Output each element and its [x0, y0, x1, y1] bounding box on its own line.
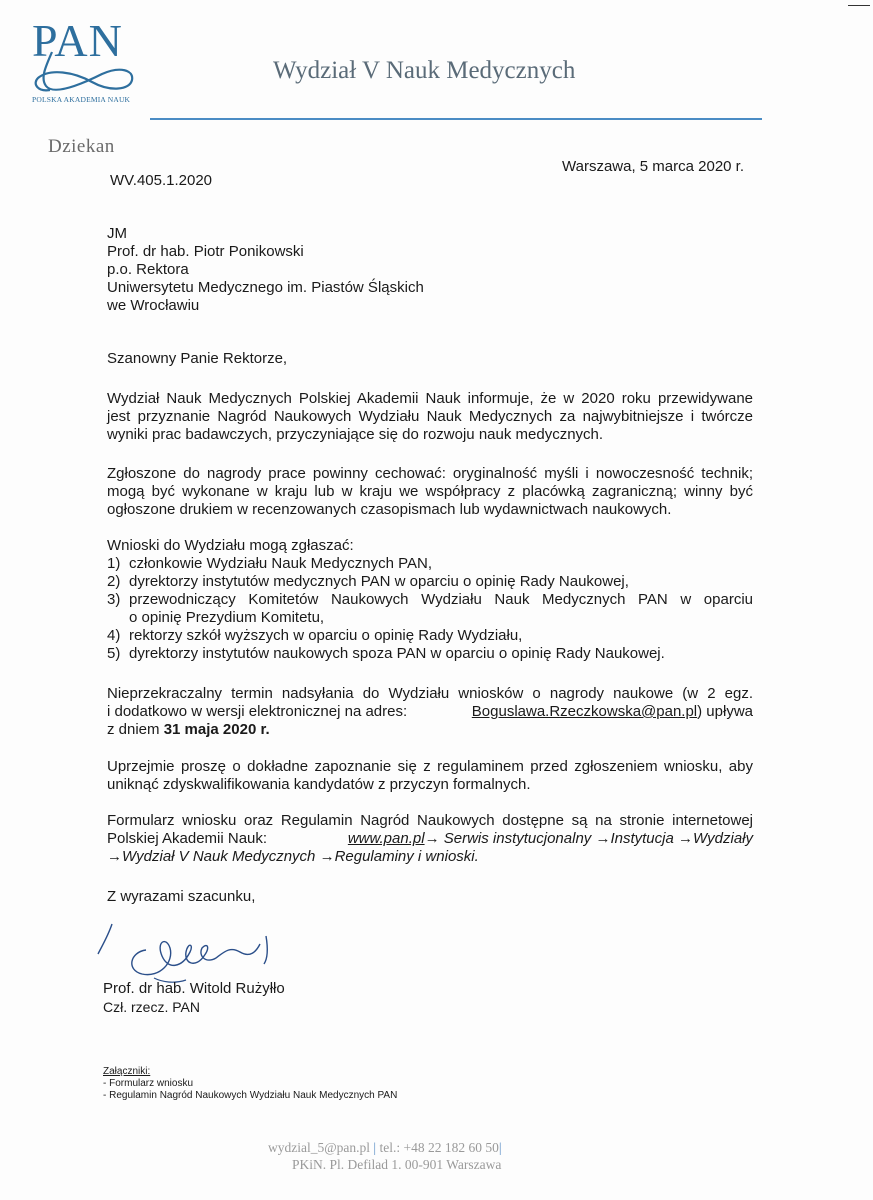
letter-date: Warszawa, 5 marca 2020 r.	[562, 158, 745, 175]
list-intro: Wnioski do Wydziału mogą zgłaszać:	[107, 537, 354, 554]
email-link[interactable]: Boguslawa.Rzeczkowska@pan.pl	[471, 703, 698, 720]
paragraph-forms	[107, 812, 753, 866]
paragraph-deadline	[107, 685, 753, 739]
paragraph-line: i dodatkowo w wersji elektronicznej na adres: Boguslawa.Rzeczkowska@pan.pl) upływa	[107, 703, 753, 720]
deadline-date: 31 maja 2020 r.	[163, 721, 270, 738]
paragraph-regulations	[107, 758, 753, 794]
paragraph-line: mogą być wykonane w kraju lub w kraju we współpracy z placówką zagraniczną; winny być	[107, 483, 753, 500]
paragraph-line: Formularz wniosku oraz Regulamin Nagród Naukowych dostępne są na stronie internetowej	[107, 812, 753, 829]
paragraph-line: wyniki prac badawczych, przyczyniające się do rozwoju nauk medycznych.	[107, 426, 604, 443]
greeting: Szanowny Panie Rektorze,	[107, 350, 288, 367]
paragraph-line: Wydział Nauk Medycznych Polskiej Akademii Nauk informuje, że w 2020 roku przewidywane	[107, 390, 753, 407]
website-link[interactable]: www.pan.pl	[347, 830, 425, 847]
pan-logo-text: PAN	[32, 15, 123, 66]
paragraph-line: Zgłoszone do nagrody prace powinny cechować: oryginalność myśli i nowoczesność technik;	[107, 465, 753, 482]
dean-label: Dziekan	[48, 136, 115, 157]
paragraph-line: →Wydział V Nauk Medycznych →Regulaminy i wnioski.	[107, 848, 479, 865]
list-item: 2) dyrektorzy instytutów medycznych PAN w oparciu o opinię Rady Naukowej,	[107, 573, 629, 590]
footer-contact	[268, 1139, 502, 1156]
recipient-line: Uniwersytetu Medycznego im. Piastów Śląskich	[107, 279, 424, 296]
recipient-block	[107, 225, 424, 315]
attachment-item: - Regulamin Nagród Naukowych Wydziału Nauk Medycznych PAN	[103, 1090, 398, 1101]
paragraph-line: Nieprzekraczalny termin nadsyłania do Wydziału wniosków o nagrody naukowe (w 2 egz.	[107, 685, 753, 702]
closing: Z wyrazami szacunku,	[107, 888, 256, 905]
paragraph-criteria	[107, 465, 753, 519]
footer-address: PKiN. Pl. Defilad 1. 00-901 Warszawa	[292, 1157, 502, 1172]
header-rule	[150, 118, 762, 120]
department-title: Wydział V Nauk Medycznych	[273, 57, 576, 84]
paragraph-line: ogłoszone drukiem w recenzowanych czasopismach lub wydawnictwach naukowych.	[107, 501, 672, 518]
list-item: 4) rektorzy szkół wyższych w oparciu o opinię Rady Wydziału,	[107, 627, 523, 644]
paragraph-announcement	[107, 390, 753, 444]
recipient-line: we Wrocławiu	[107, 297, 200, 314]
recipient-line: p.o. Rektora	[107, 261, 189, 278]
paragraph-line: uniknąć zdyskwalifikowania kandydatów z przyczyn formalnych.	[107, 776, 531, 793]
recipient-line: JM	[107, 225, 127, 242]
pan-logo-subtitle: POLSKA AKADEMIA NAUK	[32, 95, 131, 104]
footer-separator: |	[373, 1140, 377, 1155]
signatory-block	[103, 980, 285, 1016]
signatory-title: Czł. rzecz. PAN	[103, 999, 200, 1015]
nominators-list	[107, 537, 753, 663]
paragraph-line: z dniem 31 maja 2020 r.	[107, 721, 270, 738]
list-item: 3) przewodniczący Komitetów Naukowych Wydziału Nauk Medycznych PAN w oparciu	[107, 591, 753, 608]
paragraph-line: Uprzejmie proszę o dokładne zapoznanie się z regulaminem przed zgłoszeniem wniosku, aby	[107, 758, 753, 775]
paragraph-line: jest przyznanie Nagród Naukowych Wydziału Nauk Medycznych za najwybitniejsze i twórcze	[107, 408, 753, 425]
attachment-item: - Formularz wniosku	[103, 1078, 194, 1089]
footer-phone: tel.: +48 22 182 60 50	[379, 1140, 499, 1155]
recipient-line: Prof. dr hab. Piotr Ponikowski	[107, 243, 304, 260]
pan-logo-swirl-icon	[30, 48, 140, 98]
list-item: 5) dyrektorzy instytutów naukowych spoza PAN w oparciu o opinię Rady Naukowej.	[107, 645, 665, 662]
attachments-block	[103, 1066, 397, 1102]
list-item: 1) członkowie Wydziału Nauk Medycznych PAN,	[107, 555, 433, 572]
signatory-name: Prof. dr hab. Witold Rużyłło	[103, 980, 285, 997]
list-item-continuation: o opinię Prezydium Komitetu,	[129, 609, 325, 626]
scan-corner-mark	[848, 5, 870, 6]
footer-email: wydzial_5@pan.pl	[268, 1140, 371, 1155]
reference-number: WV.405.1.2020	[110, 172, 213, 189]
paragraph-line: Polskiej Akademii Nauk: www.pan.pl→ Serwis instytucjonalny →Instytucja →Wydziały	[107, 830, 753, 847]
attachments-heading: Załączniki:	[103, 1066, 151, 1077]
footer-separator: |	[498, 1140, 502, 1155]
